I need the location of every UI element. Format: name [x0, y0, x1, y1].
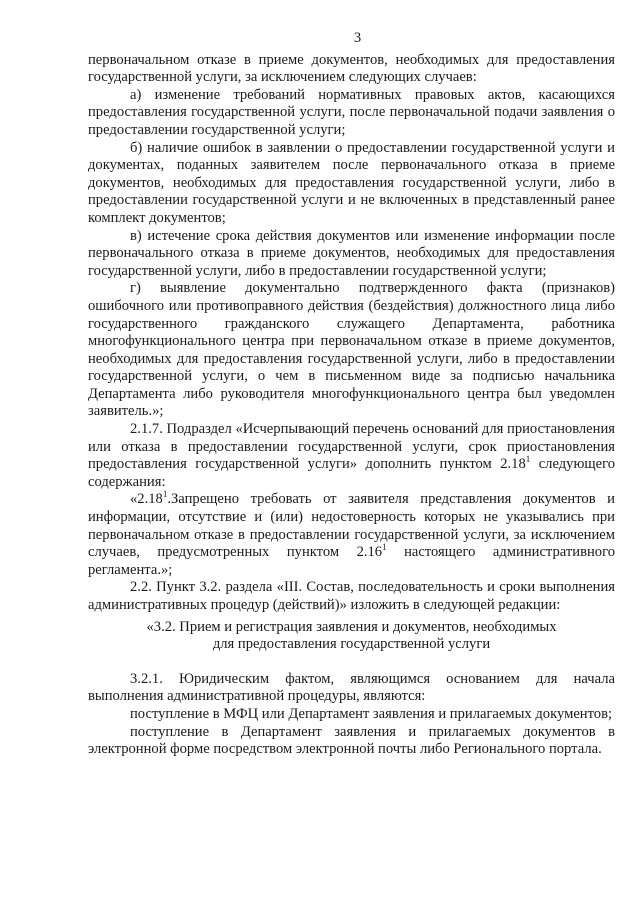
paragraph-2-1-7-tail: следующего содержания:	[88, 456, 616, 490]
paragraph-continuation: первоначальном отказе в приеме документов, необходимых для предоставления государственной услуги, за исключением следующих случаев:	[88, 51, 615, 86]
section-title	[88, 619, 615, 654]
spacer	[88, 654, 615, 671]
paragraph-item-g: г) выявление документально подтвержденного факта (признаков) ошибочного или противоправного действия (бездействия) должностного лица либо государственного гражданского служащего Департамента, работника многофункционального центра при первоначальном отказе в приеме документов, необходимых для предоставления государственной услуги, либо в предоставлении государственной услуги, о чем в письменном виде за подписью начальника Департамента либо руководителя многофункционального центра был уведомлен заявитель.»;	[88, 280, 615, 420]
page-number: 3	[353, 30, 362, 46]
paragraph-item-v: в) истечение срока действия документов или изменение информации после первоначального отказа в приеме документов, необходимых для предоставления государственной услуги, либо в предоставлении государственной услуги;	[88, 227, 615, 279]
paragraph-2-1-7	[88, 421, 615, 491]
superscript: 1	[162, 489, 168, 500]
paragraph-item-a: а) изменение требований нормативных правовых актов, касающихся предоставления государственной услуги, после первоначальной подачи заявления о предоставлении государственной услуги;	[88, 86, 615, 138]
paragraph-3-2-1: 3.2.1. Юридическим фактом, являющимся основанием для начала выполнения административной процедуры, являются:	[88, 670, 615, 705]
document-page	[88, 30, 615, 759]
paragraph-mfc: поступление в МФЦ или Департамент заявления и прилагаемых документов;	[130, 705, 613, 722]
paragraph-item-b: б) наличие ошибок в заявлении о предоставлении государственной услуги и документах, поданных заявителем после первоначального отказа в приеме документов, необходимых для предоставления государственной услуги, либо в предоставлении государственной услуги и не включенных в представленный ранее комплект документов;	[88, 139, 615, 226]
paragraph-electronic: поступление в Департамент заявления и прилагаемых документов в электронной форме посредством электронной почты либо Регионального портала.	[88, 723, 615, 758]
paragraph-2-18-1-tail: настоящего административного регламента.»;	[88, 544, 615, 578]
section-title-line-1: «3.2. Прием и регистрация заявления и документов, необходимых	[146, 618, 557, 635]
paragraph-2-18-1	[88, 491, 615, 579]
paragraph-2-18-1-text: .Запрещено требовать от заявителя представления документов и информации, отсутствие и (или) недостоверность которых не указывались при первоначальном отказе в предоставлении государственной услуги, за исключением случаев, предусмотренных пунктом 2.16	[88, 491, 615, 561]
superscript: 1	[525, 454, 531, 465]
paragraph-2-1-7-text: 2.1.7. Подраздел «Исчерпывающий перечень оснований для приостановления или отказа в предоставлении государственной услуги, срок приостановления предоставления государственной услуги» дополнить пунктом 2.18	[88, 421, 615, 473]
paragraph-2-18-1-lead: «2.18	[130, 491, 163, 508]
section-title-line-2: для предоставления государственной услуги	[212, 636, 491, 653]
superscript: 1	[382, 542, 387, 553]
paragraph-2-2: 2.2. Пункт 3.2. раздела «III. Состав, последовательность и сроки выполнения административных процедур (действий)» изложить в следующей редакции:	[88, 579, 615, 613]
